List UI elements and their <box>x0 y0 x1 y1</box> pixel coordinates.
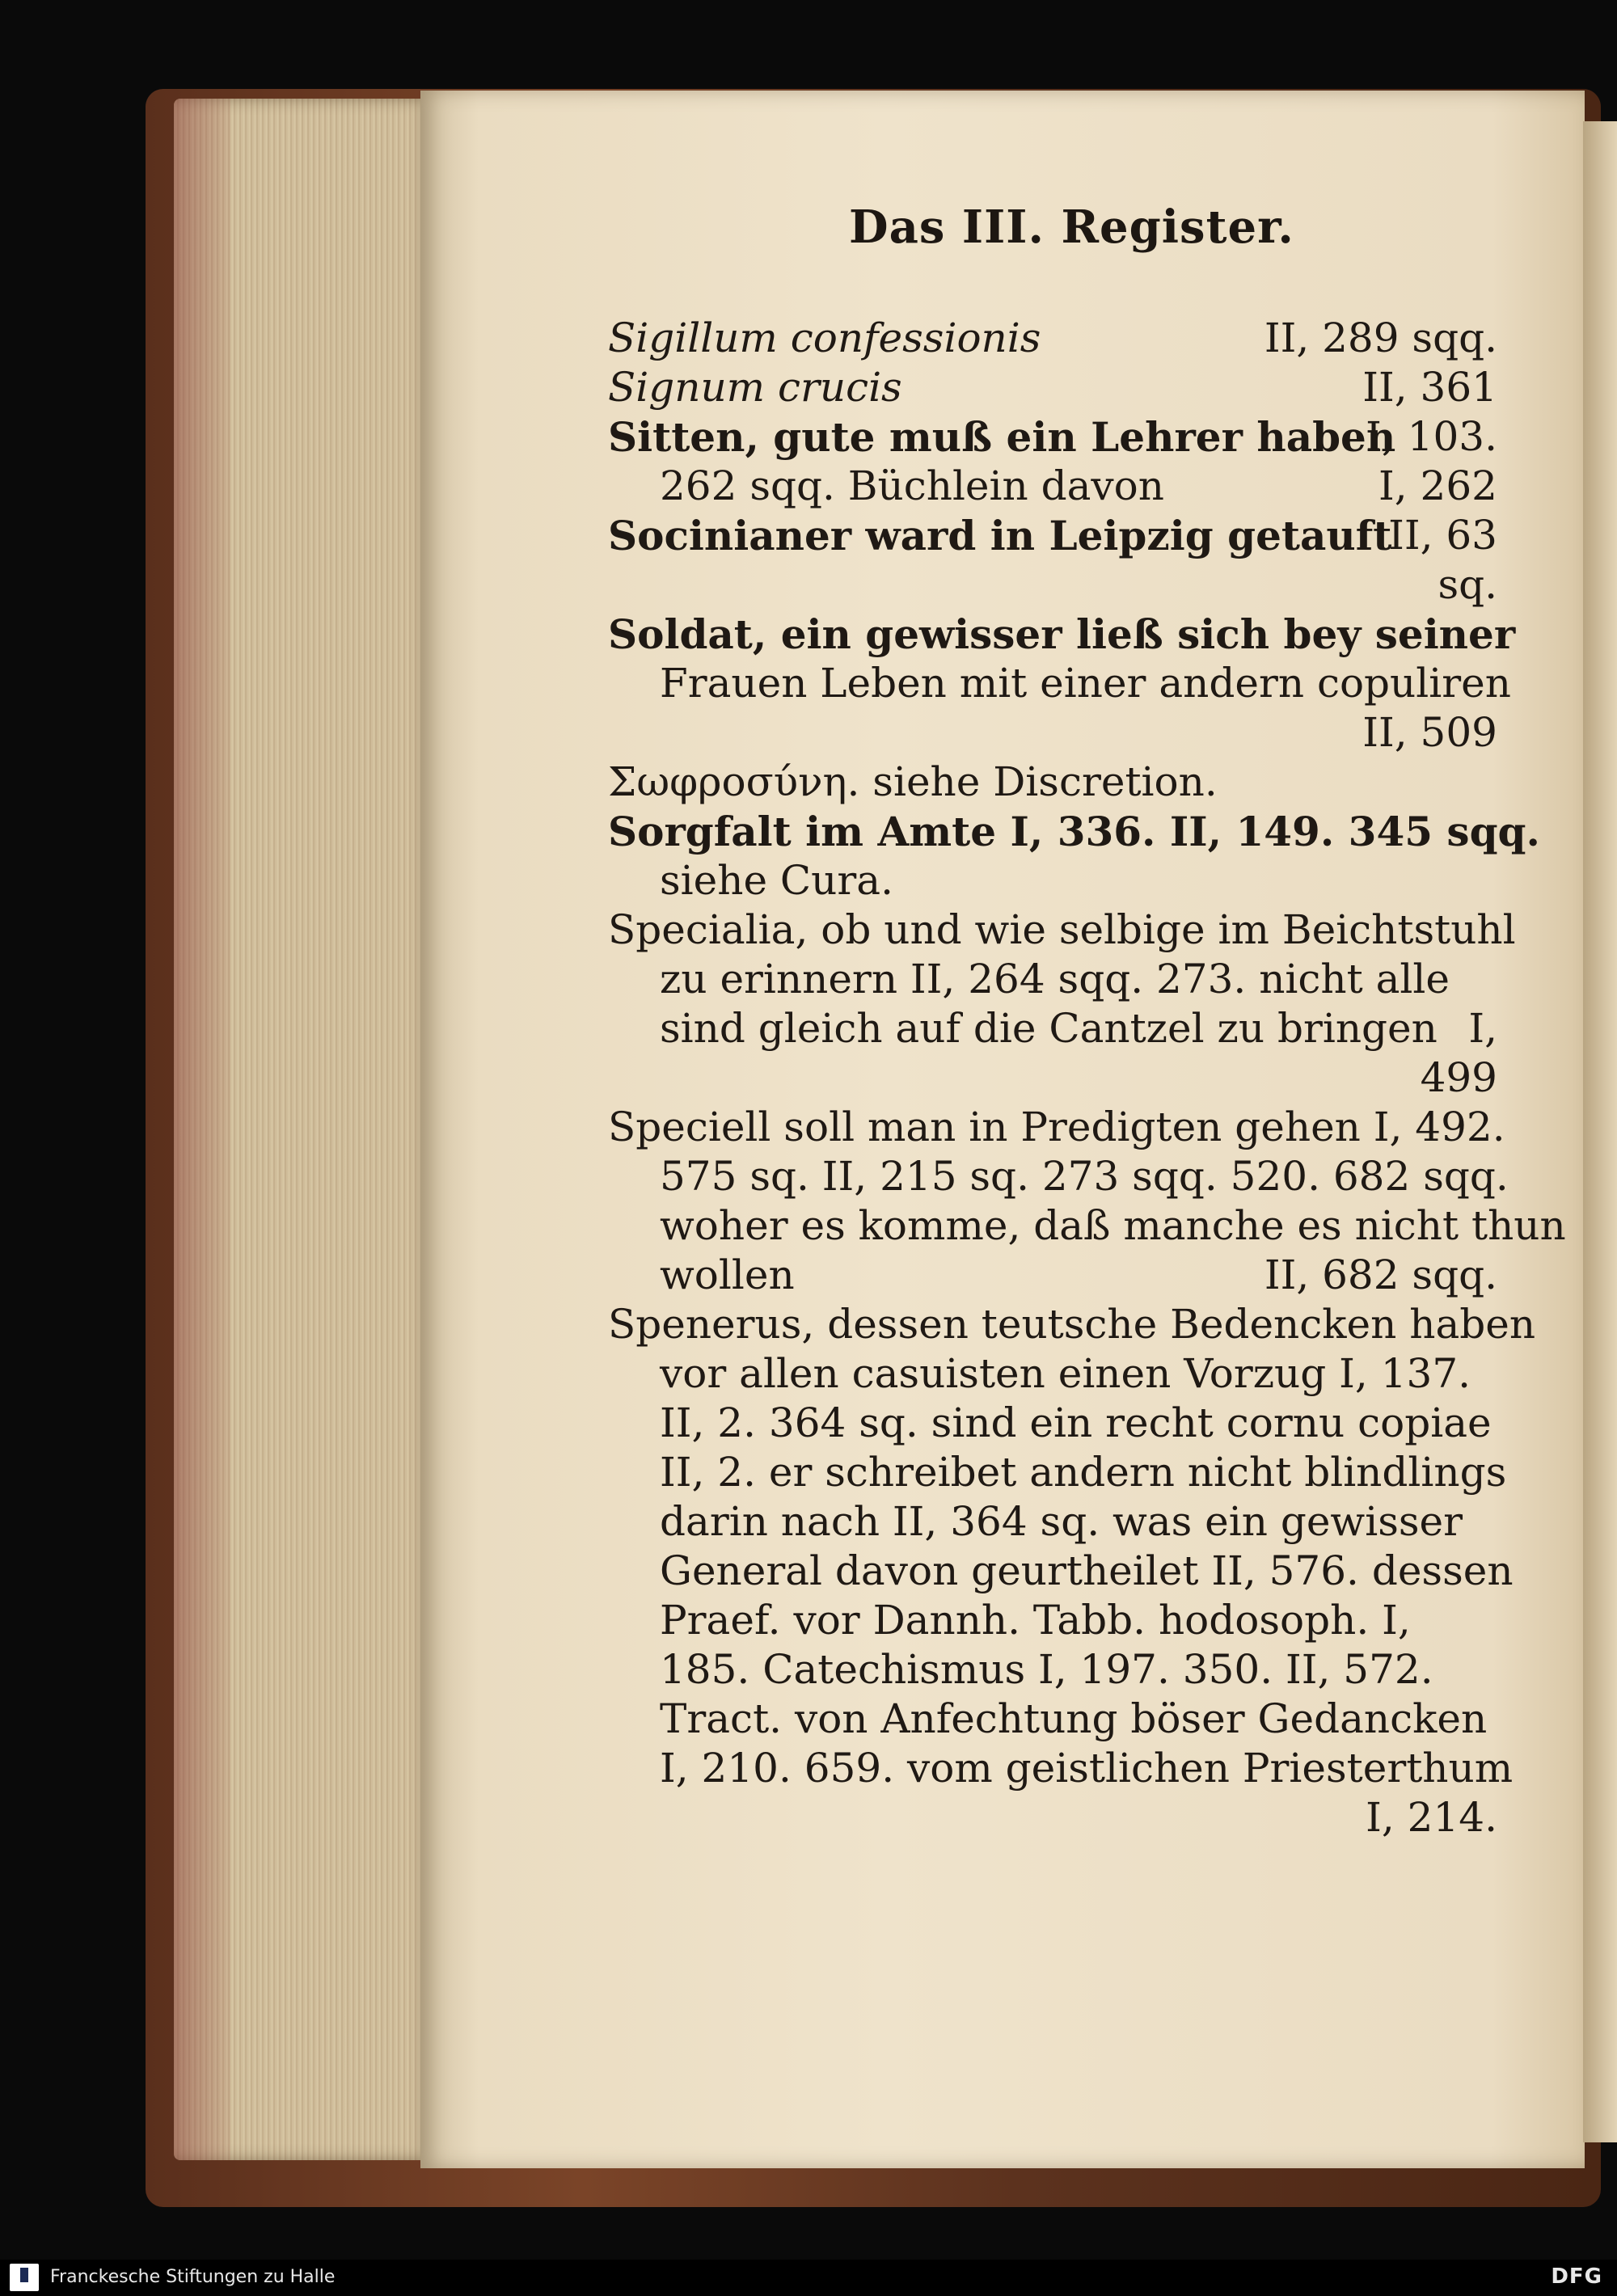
entry-text: Σωφροσύνη. siehe Discretion. <box>608 758 1218 805</box>
entry-text: 575 sq. II, 215 sq. 273 sqq. 520. 682 sqq. <box>660 1153 1509 1200</box>
entry-text: sind gleich auf die Cantzel zu bringen <box>660 1005 1438 1052</box>
register-line <box>608 1793 1497 1842</box>
institution-logo-icon <box>10 2264 39 2291</box>
facing-page-edge <box>1583 121 1617 2142</box>
register-line <box>608 1645 1497 1695</box>
register-line <box>608 1547 1514 1596</box>
entry-reference: I, 262 <box>1378 462 1497 509</box>
institution-name: Franckesche Stiftungen zu Halle <box>50 2267 336 2287</box>
register-line <box>608 610 1516 659</box>
entry-text: II, 2. er schreibet andern nicht blindlings <box>660 1449 1507 1496</box>
entry-text: wollen <box>660 1251 795 1298</box>
entry-text: Soldat, ein gewisser ließ sich bey seiner <box>608 610 1516 658</box>
register-line <box>608 462 1497 511</box>
entry-text: Specialia, ob und wie selbige im Beichtstuhl <box>608 906 1516 953</box>
entry-text: darin nach II, 364 sq. was ein gewisser <box>660 1498 1463 1545</box>
entry-reference: 499 <box>1420 1054 1497 1101</box>
register-line <box>608 1448 1507 1497</box>
entry-text: I, 210. 659. vom geistlichen Priesterthum <box>660 1745 1514 1792</box>
register-line <box>608 511 1497 560</box>
register-line <box>608 1004 1497 1053</box>
entry-reference: II, 289 sqq. <box>1264 314 1497 361</box>
register-line <box>608 1399 1497 1448</box>
register-line <box>608 1349 1497 1399</box>
register-line <box>608 314 1497 363</box>
register-line <box>608 1251 1497 1300</box>
entry-text: Praef. vor Dannh. Tabb. hodosoph. I, <box>660 1597 1411 1644</box>
entry-text: Signum crucis <box>608 364 902 411</box>
entry-text: woher es komme, daß manche es nicht thun <box>660 1202 1566 1249</box>
entry-text: General davon geurtheilet II, 576. dessen <box>660 1547 1514 1594</box>
register-line <box>608 1300 1536 1349</box>
entry-text: Spenerus, dessen teutsche Bedencken haben <box>608 1301 1536 1348</box>
register-line <box>608 1103 1505 1152</box>
register-line <box>608 905 1516 955</box>
register-line <box>608 807 1540 856</box>
page-edges <box>174 99 433 2160</box>
register-line <box>608 560 1497 610</box>
register-line <box>608 1596 1497 1645</box>
register-line <box>608 708 1497 758</box>
register-line <box>608 1152 1509 1201</box>
entry-text: Tract. von Anfechtung böser Gedancken <box>660 1695 1488 1742</box>
entry-text: zu erinnern II, 264 sqq. 273. nicht alle <box>660 956 1450 1002</box>
entry-reference: II, 509 <box>1362 709 1497 756</box>
entry-reference: II, 682 sqq. <box>1264 1251 1497 1298</box>
entry-text: II, 2. 364 sq. sind ein recht cornu copiae <box>660 1399 1492 1446</box>
entry-text: vor allen casuisten einen Vorzug I, 137. <box>660 1350 1471 1397</box>
entry-text: Sigillum confessionis <box>608 314 1041 361</box>
register-line <box>608 1201 1566 1251</box>
entry-text: Socinianer ward in Leipzig getauft <box>608 512 1392 559</box>
page-header: Das III. Register. <box>849 200 1294 254</box>
register-line <box>608 1744 1514 1793</box>
register-line <box>608 1695 1497 1744</box>
entry-reference: II, 361 <box>1362 364 1497 411</box>
register-line <box>608 412 1497 462</box>
register-line <box>608 1497 1497 1547</box>
register-line <box>608 758 1497 807</box>
entry-reference: II, 63 <box>1388 512 1497 559</box>
register-line <box>608 659 1511 708</box>
entry-reference: I, 214. <box>1366 1794 1497 1841</box>
dfg-logo: DFG <box>1551 2264 1602 2289</box>
register-line <box>608 955 1497 1004</box>
entry-reference: sq. <box>1438 561 1497 608</box>
register-line <box>608 1053 1497 1103</box>
register-line <box>608 363 1497 412</box>
viewer-footer <box>0 2260 1617 2296</box>
register-entries <box>608 314 1566 1842</box>
register-line <box>608 856 1497 905</box>
entry-text: Sorgfalt im Amte I, 336. II, 149. 345 sqq. <box>608 808 1540 855</box>
entry-text: siehe Cura. <box>660 857 893 904</box>
entry-text: Sitten, gute muß ein Lehrer haben <box>608 413 1396 461</box>
entry-reference: I, <box>1468 1005 1497 1052</box>
entry-reference: I, 103. <box>1366 413 1497 460</box>
entry-text: Speciell soll man in Predigten gehen I, 492. <box>608 1104 1505 1150</box>
entry-text: 262 sqq. Büchlein davon <box>660 462 1164 509</box>
entry-text: 185. Catechismus I, 197. 350. II, 572. <box>660 1646 1433 1693</box>
entry-text: Frauen Leben mit einer andern copuliren <box>660 660 1511 707</box>
